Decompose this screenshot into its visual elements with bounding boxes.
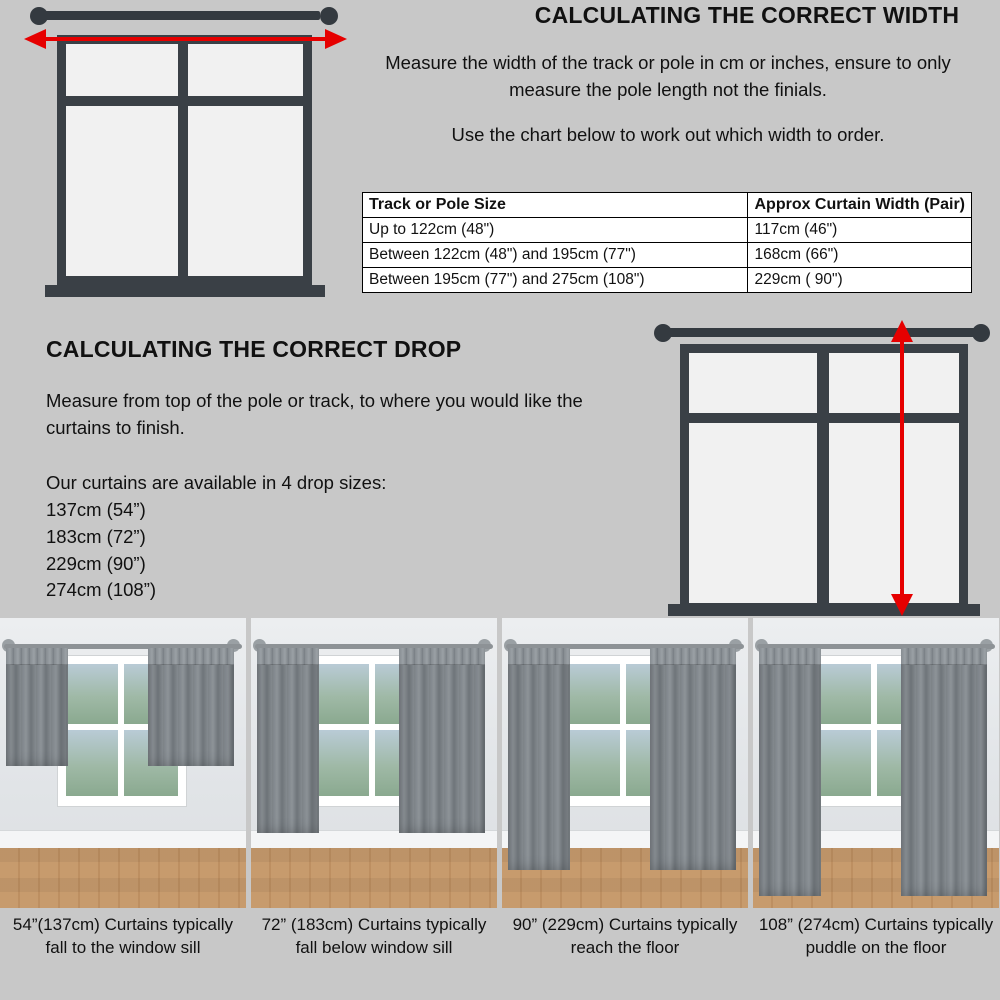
window-pane	[689, 423, 817, 603]
table-row	[363, 218, 972, 243]
window-pane	[819, 730, 871, 796]
curtain-right	[650, 648, 736, 870]
drop-size-item: 229cm (90”)	[46, 552, 146, 574]
drop-section-paragraph-1: Measure from top of the pole or track, to where you would like the curtains to finish.	[46, 390, 583, 438]
arrow-head-left-icon	[24, 29, 46, 49]
curtain-left	[6, 648, 68, 766]
curtain-right	[399, 648, 485, 833]
wooden-floor	[0, 848, 246, 908]
window-pane	[317, 730, 369, 796]
curtain-header-tape	[148, 648, 234, 665]
arrow-head-down-icon	[891, 594, 913, 616]
width-section-paragraph-2: Use the chart below to work out which width to order.	[451, 124, 885, 145]
curtain-header-tape	[650, 648, 736, 665]
curtain-example-cell	[251, 618, 497, 1000]
width-section-paragraph-1: Measure the width of the track or pole in cm or inches, ensure to only measure the pole length not the finials.	[385, 52, 951, 100]
window-frame	[680, 344, 968, 612]
wooden-floor	[251, 848, 497, 908]
drop-size-item: 137cm (54”)	[46, 499, 146, 520]
pole-finial-right-icon	[320, 7, 338, 25]
photo-caption: 54”(137cm) Curtains typically fall to the window sill	[12, 915, 234, 957]
window-pane	[66, 44, 178, 96]
arrow-head-up-icon	[891, 320, 913, 342]
window-pane	[66, 106, 178, 276]
width-section-heading: CALCULATING THE CORRECT WIDTH	[534, 2, 960, 28]
drop-size-list	[46, 497, 446, 604]
window-pane	[66, 664, 118, 724]
window-pane	[819, 664, 871, 724]
curtain-header-tape	[901, 648, 987, 665]
track-pole-size-table	[362, 192, 972, 293]
curtain-left	[508, 648, 570, 870]
curtain-header-tape	[6, 648, 68, 665]
table-header-cell: Track or Pole Size	[363, 193, 748, 218]
curtain-example-photo	[502, 618, 748, 908]
window-sill	[668, 604, 980, 616]
window-pane	[568, 730, 620, 796]
table-header-row	[363, 193, 972, 218]
curtain-right	[148, 648, 234, 766]
curtain-left	[759, 648, 821, 896]
drop-measure-arrow	[900, 338, 904, 606]
window-pane	[829, 353, 959, 413]
width-illustration	[12, 0, 342, 310]
photo-caption: 90” (229cm) Curtains typically reach the floor	[512, 915, 738, 957]
window-pane	[689, 353, 817, 413]
curtain-pole	[42, 11, 320, 20]
drop-size-item: 274cm (108”)	[46, 579, 157, 601]
curtain-left	[257, 648, 319, 833]
curtain-example-cell	[502, 618, 748, 1000]
drop-size-item: 183cm (72”)	[46, 525, 146, 547]
curtain-header-tape	[759, 648, 821, 665]
table-cell-track-size: Up to 122cm (48")	[363, 218, 748, 243]
skirting-board	[0, 830, 246, 850]
table-cell-curtain-width: 117cm (46")	[748, 218, 972, 243]
table-header-cell: Approx Curtain Width (Pair)	[748, 193, 972, 218]
table-cell-curtain-width: 168cm (66")	[748, 243, 972, 268]
curtain-header-tape	[508, 648, 570, 665]
window-pane	[188, 106, 303, 276]
table-cell-track-size: Between 195cm (77") and 275cm (108")	[363, 268, 748, 293]
drop-section-heading: CALCULATING THE CORRECT DROP	[46, 336, 462, 362]
photo-caption: 72” (183cm) Curtains typically fall below window sill	[261, 915, 487, 957]
curtain-example-cell	[753, 618, 999, 1000]
curtain-right	[901, 648, 987, 896]
window-pane	[568, 664, 620, 724]
window-pane	[188, 44, 303, 96]
width-measure-arrow	[44, 37, 329, 41]
curtain-drop-examples	[0, 618, 1000, 1000]
photo-caption: 108” (274cm) Curtains typically puddle on the floor	[758, 915, 994, 957]
window-sill	[45, 285, 325, 297]
curtain-example-cell	[0, 618, 246, 1000]
skirting-board	[251, 830, 497, 850]
curtain-example-photo	[0, 618, 246, 908]
table-row	[363, 243, 972, 268]
drop-section-paragraph-2: Our curtains are available in 4 drop sizes:	[46, 472, 387, 493]
arrow-head-right-icon	[325, 29, 347, 49]
curtain-pole	[666, 328, 978, 337]
table-cell-track-size: Between 122cm (48") and 195cm (77")	[363, 243, 748, 268]
curtain-header-tape	[399, 648, 485, 665]
window-pane	[829, 423, 959, 603]
curtain-header-tape	[257, 648, 319, 665]
window-pane	[317, 664, 369, 724]
drop-illustration	[648, 316, 996, 616]
table-cell-curtain-width: 229cm ( 90")	[748, 268, 972, 293]
table-row	[363, 268, 972, 293]
curtain-example-photo	[753, 618, 999, 908]
window-frame	[57, 35, 312, 285]
window-pane	[66, 730, 118, 796]
curtain-example-photo	[251, 618, 497, 908]
